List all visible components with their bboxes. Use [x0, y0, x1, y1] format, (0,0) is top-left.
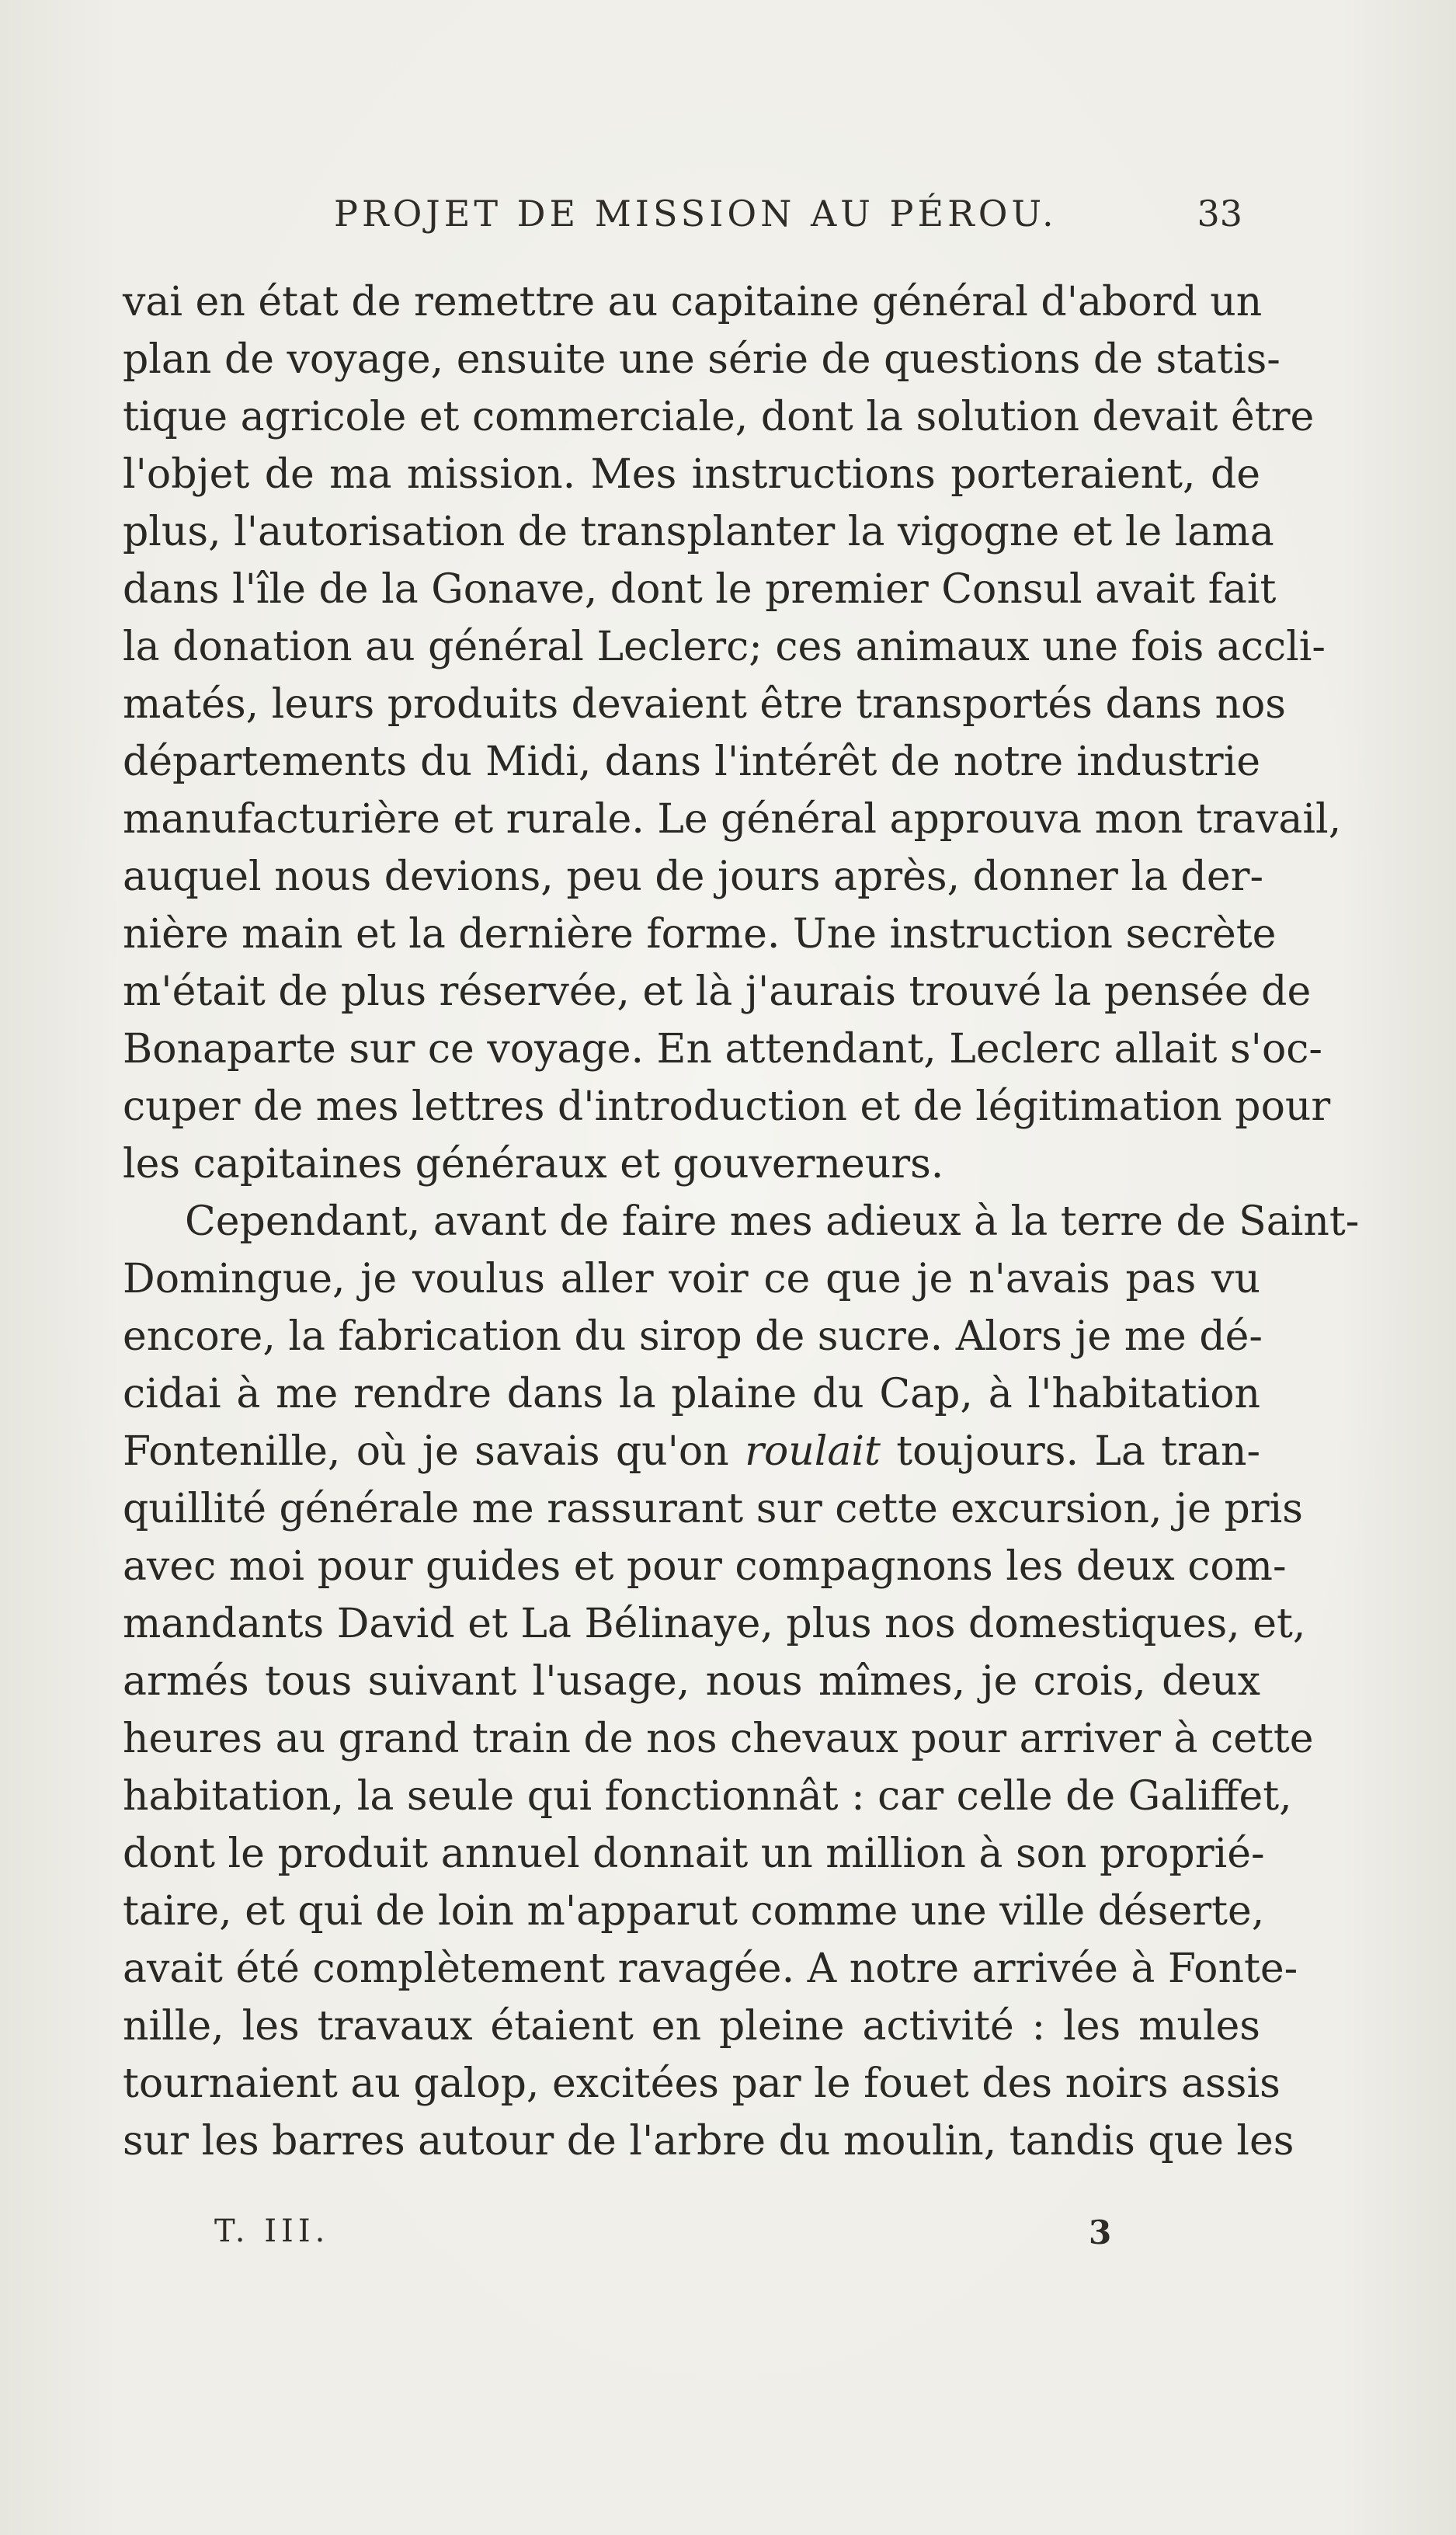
text-line: l'objet de ma mission. Mes instructions porteraient, de — [123, 451, 1260, 498]
text-line: plus, l'autorisation de transplanter la vigogne et le lama — [123, 509, 1274, 555]
text-line: armés tous suivant l'usage, nous mîmes, je crois, deux — [123, 1658, 1260, 1705]
text-line: nille, les travaux étaient en pleine activité : les mules — [123, 2003, 1260, 2050]
text-line: nière main et la dernière forme. Une instruction secrète — [123, 911, 1277, 958]
text-line: tique agricole et commerciale, dont la solution devait être — [123, 394, 1315, 440]
text-line: Domingue, je voulus aller voir ce que je n'avais pas vu — [123, 1256, 1260, 1302]
text-segment: toujours. La tran- — [896, 1428, 1261, 1475]
text-segment: Fontenille, où je savais qu'on — [123, 1428, 729, 1475]
running-title: PROJET DE MISSION AU PÉROU. — [334, 193, 1058, 235]
italic-term: roulait — [745, 1428, 881, 1475]
page-number: 33 — [1197, 193, 1242, 235]
text-line: la donation au général Leclerc; ces animaux une fois accli- — [123, 624, 1326, 670]
sheet-number: 3 — [1089, 2213, 1112, 2252]
text-line: cuper de mes lettres d'introduction et de légitimation pour — [123, 1083, 1331, 1130]
text-line: départements du Midi, dans l'intérêt de notre industrie — [123, 739, 1260, 785]
signature-mark: T. III. — [214, 2213, 330, 2249]
text-line: Bonaparte sur ce voyage. En attendant, Leclerc allait s'oc- — [123, 1026, 1322, 1073]
text-line: avec moi pour guides et pour compagnons les deux com- — [123, 1543, 1287, 1590]
text-line: dans l'île de la Gonave, dont le premier Consul avait fait — [123, 566, 1277, 613]
text-line: plan de voyage, ensuite une série de questions de statis- — [123, 336, 1281, 383]
text-line: vai en état de remettre au capitaine général d'abord un — [123, 279, 1263, 325]
text-line: dont le produit annuel donnait un million à son proprié- — [123, 1831, 1265, 1877]
text-line: matés, leurs produits devaient être transportés dans nos — [123, 681, 1286, 728]
text-line: mandants David et La Bélinaye, plus nos domestiques, et, — [123, 1601, 1306, 1647]
text-line: taire, et qui de loin m'apparut comme une ville déserte, — [123, 1888, 1265, 1935]
text-line: encore, la fabrication du sirop de sucre. Alors je me dé- — [123, 1313, 1263, 1360]
text-line: tournaient au galop, excitées par le fouet des noirs assis — [123, 2060, 1281, 2107]
text-line: habitation, la seule qui fonctionnât : car celle de Galiffet, — [123, 1773, 1292, 1820]
running-head — [124, 193, 1242, 239]
text-line: Cependant, avant de faire mes adieux à la terre de Saint- — [185, 1198, 1360, 1245]
text-line: avait été complètement ravagée. A notre arrivée à Fonte- — [123, 1946, 1298, 1992]
text-line — [123, 1423, 1260, 1480]
text-line: sur les barres autour de l'arbre du moulin, tandis que les — [123, 2118, 1294, 2165]
text-line: auquel nous devions, peu de jours après, donner la der- — [123, 854, 1264, 900]
text-line: les capitaines généraux et gouverneurs. — [123, 1141, 944, 1188]
text-line: m'était de plus réservée, et là j'aurais trouvé la pensée de — [123, 968, 1312, 1015]
text-line: heures au grand train de nos chevaux pour arriver à cette — [123, 1716, 1314, 1762]
text-line: cidai à me rendre dans la plaine du Cap, à l'habitation — [123, 1371, 1260, 1417]
text-line: manufacturière et rurale. Le général approuva mon travail, — [123, 796, 1342, 843]
text-line: quillité générale me rassurant sur cette excursion, je pris — [123, 1486, 1303, 1532]
